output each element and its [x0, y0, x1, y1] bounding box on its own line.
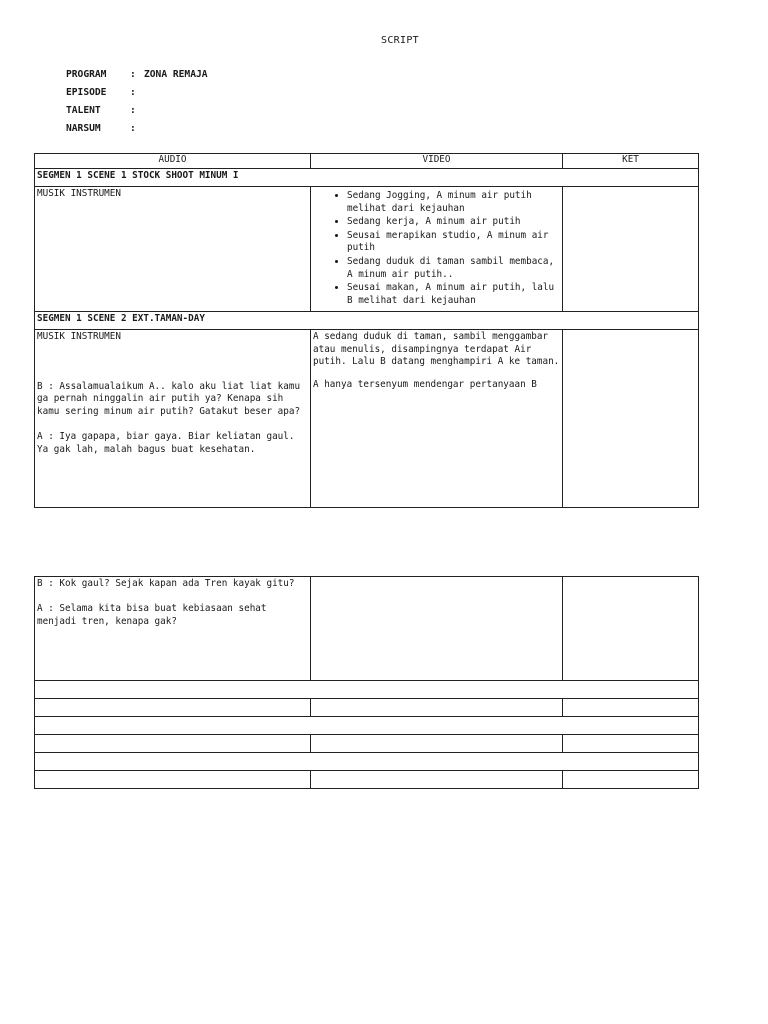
meta-label: PROGRAM	[66, 69, 107, 80]
shot-list	[313, 190, 560, 307]
table-row	[35, 330, 699, 508]
shot-item: • Sedang duduk di taman sambil membaca, A minum air putih..	[347, 256, 560, 281]
empty-cell	[35, 753, 699, 771]
meta-row-narsum	[66, 120, 208, 138]
document-title: SCRIPT	[381, 35, 419, 46]
meta-value: ZONA REMAJA	[144, 69, 208, 80]
empty-cell	[35, 771, 311, 789]
dialogue-b: B : Assalamualaikum A.. kalo aku liat liat kamu ga pernah ninggalin air putih ya? Kenapa sih kamu sering minum air putih? Gatakut beser apa?	[37, 380, 306, 417]
table-row	[35, 577, 699, 681]
empty-segment-row	[35, 681, 699, 699]
video-text: A sedang duduk di taman, sambil menggambar atau menulis, disampingnya terdapat Air putih. Lalu B datang menghampiri A ke taman.	[313, 331, 560, 368]
table-header-row	[35, 154, 699, 169]
empty-cell	[35, 717, 699, 735]
shot-item: • Sedang Jogging, A minum air putih melihat dari kejauhan	[347, 190, 560, 215]
empty-cell	[563, 699, 699, 717]
empty-segment-row	[35, 753, 699, 771]
video-cell	[311, 187, 563, 312]
empty-cell	[563, 771, 699, 789]
dialogue-b: B : Kok gaul? Sejak kapan ada Tren kayak gitu?	[37, 578, 295, 589]
empty-cell	[35, 699, 311, 717]
empty-table-row	[35, 735, 699, 753]
shot-item: • Sedang kerja, A minum air putih	[347, 216, 560, 229]
shot-item: • Seusai merapikan studio, A minum air putih	[347, 230, 560, 255]
meta-label: NARSUM	[66, 123, 101, 134]
table-row	[35, 187, 699, 312]
empty-cell	[311, 771, 563, 789]
empty-table-row	[35, 771, 699, 789]
meta-row-episode	[66, 84, 208, 102]
ket-cell	[563, 187, 699, 312]
segment-2-heading: SEGMEN 1 SCENE 2 EXT.TAMAN-DAY	[35, 312, 699, 330]
audio-cell	[35, 577, 311, 681]
audio-text: MUSIK INSTRUMEN	[37, 331, 121, 342]
shot-item: • Seusai makan, A minum air putih, lalu B melihat dari kejauhan	[347, 282, 560, 307]
header-video: VIDEO	[311, 154, 563, 169]
meta-separator: :	[130, 69, 136, 80]
header-ket: KET	[563, 154, 699, 169]
meta-separator: :	[130, 105, 136, 116]
audio-cell	[35, 330, 311, 508]
ket-cell	[563, 330, 699, 508]
meta-separator: :	[130, 87, 136, 98]
meta-row-talent	[66, 102, 208, 120]
script-table	[34, 153, 699, 508]
video-text: A hanya tersenyum mendengar pertanyaan B	[313, 378, 537, 390]
dialogue-a: A : Selama kita bisa buat kebiasaan sehat menjadi tren, kenapa gak?	[37, 603, 273, 627]
empty-segment-row	[35, 717, 699, 735]
audio-cell	[35, 187, 311, 312]
empty-cell	[35, 681, 699, 699]
video-cell	[311, 577, 563, 681]
video-cell	[311, 330, 563, 508]
meta-separator: :	[130, 123, 136, 134]
empty-cell	[35, 735, 311, 753]
meta-row-program	[66, 66, 208, 84]
segment-1-heading: SEGMEN 1 SCENE 1 STOCK SHOOT MINUM I	[35, 169, 699, 187]
meta-label: TALENT	[66, 105, 101, 116]
meta-label: EPISODE	[66, 87, 107, 98]
empty-cell	[311, 699, 563, 717]
segment-heading-row	[35, 169, 699, 187]
segment-heading-row	[35, 312, 699, 330]
header-audio: AUDIO	[35, 154, 311, 169]
empty-cell	[311, 735, 563, 753]
script-table-continued	[34, 576, 699, 789]
program-info	[66, 66, 208, 138]
empty-cell	[563, 735, 699, 753]
dialogue-a: A : Iya gapapa, biar gaya. Biar keliatan gaul. Ya gak lah, malah bagus buat kesehatan.	[37, 430, 301, 455]
empty-table-row	[35, 699, 699, 717]
audio-text: MUSIK INSTRUMEN	[37, 188, 121, 199]
ket-cell	[563, 577, 699, 681]
